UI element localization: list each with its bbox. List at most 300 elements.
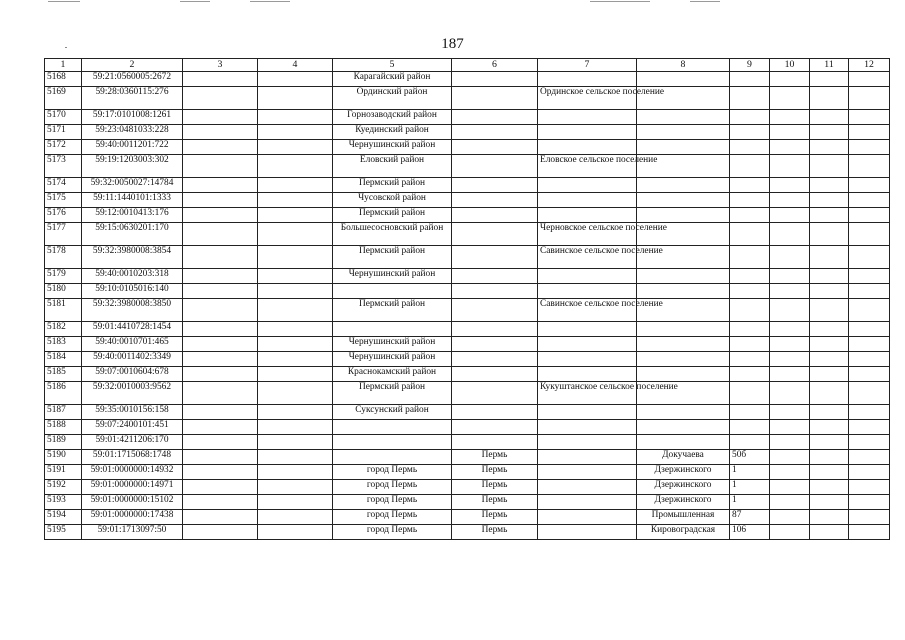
table-row	[45, 269, 890, 284]
column-11-cell	[810, 480, 849, 495]
city-cell	[452, 193, 538, 208]
column-10-cell	[770, 367, 810, 382]
house-number-cell	[730, 299, 770, 322]
row-number-cell: 5195	[45, 525, 82, 540]
house-number-cell	[730, 223, 770, 246]
column-11-cell	[810, 337, 849, 352]
column-11-cell	[810, 178, 849, 193]
table-row	[45, 420, 890, 435]
column-10-cell	[770, 495, 810, 510]
cadastral-number-cell: 59:07:2400101:451	[82, 420, 183, 435]
column-4-cell	[258, 299, 333, 322]
house-number-cell	[730, 110, 770, 125]
column-3-cell	[183, 352, 258, 367]
column-12-cell	[849, 450, 890, 465]
column-12-cell	[849, 72, 890, 87]
column-11-cell	[810, 322, 849, 337]
cadastral-number-cell: 59:23:0481033:228	[82, 125, 183, 140]
street-cell	[637, 140, 730, 155]
street-cell	[637, 178, 730, 193]
column-12-cell	[849, 223, 890, 246]
column-header: 9	[730, 59, 770, 72]
column-header: 8	[637, 59, 730, 72]
column-10-cell	[770, 382, 810, 405]
column-11-cell	[810, 525, 849, 540]
column-11-cell	[810, 193, 849, 208]
house-number-cell	[730, 125, 770, 140]
city-cell	[452, 382, 538, 405]
row-number-cell: 5190	[45, 450, 82, 465]
city-cell: Пермь	[452, 480, 538, 495]
row-number-cell: 5185	[45, 367, 82, 382]
column-12-cell	[849, 322, 890, 337]
column-3-cell	[183, 208, 258, 223]
column-12-cell	[849, 284, 890, 299]
row-number-cell: 5171	[45, 125, 82, 140]
scan-edge-rule	[690, 1, 720, 2]
cadastral-number-cell: 59:32:3980008:3854	[82, 246, 183, 269]
street-cell: Дзержинского	[637, 495, 730, 510]
column-12-cell	[849, 246, 890, 269]
district-cell	[333, 322, 452, 337]
settlement-cell: Савинское сельское поселение	[538, 246, 637, 269]
settlement-cell	[538, 420, 637, 435]
city-cell	[452, 269, 538, 284]
column-4-cell	[258, 337, 333, 352]
column-10-cell	[770, 223, 810, 246]
settlement-cell	[538, 110, 637, 125]
table-row	[45, 208, 890, 223]
district-cell: Пермский район	[333, 246, 452, 269]
cadastral-number-cell: 59:01:4211206:170	[82, 435, 183, 450]
cadastral-number-cell: 59:28:0360115:276	[82, 87, 183, 110]
column-header: 1	[45, 59, 82, 72]
row-number-cell: 5177	[45, 223, 82, 246]
city-cell: Пермь	[452, 450, 538, 465]
table-header	[45, 59, 890, 72]
settlement-cell	[538, 72, 637, 87]
city-cell	[452, 337, 538, 352]
row-number-cell: 5192	[45, 480, 82, 495]
settlement-cell	[538, 480, 637, 495]
column-header: 7	[538, 59, 637, 72]
city-cell	[452, 352, 538, 367]
city-cell	[452, 322, 538, 337]
row-number-cell: 5193	[45, 495, 82, 510]
row-number-cell: 5175	[45, 193, 82, 208]
settlement-cell	[538, 525, 637, 540]
district-cell: Чернушинский район	[333, 352, 452, 367]
column-10-cell	[770, 208, 810, 223]
district-cell: Большесосновский район	[333, 223, 452, 246]
district-cell: город Пермь	[333, 465, 452, 480]
row-number-cell: 5194	[45, 510, 82, 525]
column-header: 3	[183, 59, 258, 72]
street-cell	[637, 284, 730, 299]
street-cell: Дзержинского	[637, 465, 730, 480]
table-row	[45, 382, 890, 405]
column-10-cell	[770, 337, 810, 352]
street-cell	[637, 125, 730, 140]
column-header: 4	[258, 59, 333, 72]
settlement-cell	[538, 178, 637, 193]
column-3-cell	[183, 420, 258, 435]
district-cell: Еловский район	[333, 155, 452, 178]
column-10-cell	[770, 72, 810, 87]
settlement-cell	[538, 337, 637, 352]
house-number-cell	[730, 367, 770, 382]
column-12-cell	[849, 352, 890, 367]
column-12-cell	[849, 405, 890, 420]
city-cell	[452, 208, 538, 223]
column-10-cell	[770, 435, 810, 450]
street-cell	[637, 352, 730, 367]
street-cell	[637, 420, 730, 435]
district-cell: Горнозаводский район	[333, 110, 452, 125]
column-4-cell	[258, 382, 333, 405]
cadastral-number-cell: 59:01:1713097:50	[82, 525, 183, 540]
column-12-cell	[849, 178, 890, 193]
house-number-cell: 1	[730, 480, 770, 495]
column-4-cell	[258, 510, 333, 525]
district-cell: город Пермь	[333, 510, 452, 525]
cadastral-number-cell: 59:32:0010003:9562	[82, 382, 183, 405]
column-12-cell	[849, 382, 890, 405]
column-11-cell	[810, 72, 849, 87]
column-10-cell	[770, 322, 810, 337]
house-number-cell	[730, 337, 770, 352]
column-4-cell	[258, 322, 333, 337]
column-12-cell	[849, 299, 890, 322]
row-number-cell: 5184	[45, 352, 82, 367]
column-10-cell	[770, 193, 810, 208]
column-3-cell	[183, 110, 258, 125]
column-3-cell	[183, 382, 258, 405]
city-cell	[452, 155, 538, 178]
district-cell: Куединский район	[333, 125, 452, 140]
column-12-cell	[849, 125, 890, 140]
settlement-cell	[538, 450, 637, 465]
settlement-cell	[538, 322, 637, 337]
column-3-cell	[183, 140, 258, 155]
table-row	[45, 87, 890, 110]
cadastral-number-cell: 59:01:0000000:14971	[82, 480, 183, 495]
column-3-cell	[183, 435, 258, 450]
table-row	[45, 178, 890, 193]
city-cell	[452, 223, 538, 246]
house-number-cell	[730, 208, 770, 223]
cadastral-number-cell: 59:40:0010701:465	[82, 337, 183, 352]
column-12-cell	[849, 367, 890, 382]
column-12-cell	[849, 110, 890, 125]
street-cell	[637, 72, 730, 87]
house-number-cell	[730, 352, 770, 367]
house-number-cell	[730, 87, 770, 110]
district-cell: Ординский район	[333, 87, 452, 110]
cadastral-number-cell: 59:01:4410728:1454	[82, 322, 183, 337]
column-10-cell	[770, 110, 810, 125]
column-10-cell	[770, 155, 810, 178]
column-11-cell	[810, 405, 849, 420]
settlement-cell	[538, 435, 637, 450]
column-11-cell	[810, 420, 849, 435]
column-3-cell	[183, 525, 258, 540]
house-number-cell: 50б	[730, 450, 770, 465]
row-number-cell: 5179	[45, 269, 82, 284]
house-number-cell	[730, 405, 770, 420]
column-4-cell	[258, 269, 333, 284]
column-4-cell	[258, 465, 333, 480]
table-row	[45, 510, 890, 525]
row-number-cell: 5180	[45, 284, 82, 299]
column-12-cell	[849, 420, 890, 435]
table-row	[45, 367, 890, 382]
district-cell: Карагайский район	[333, 72, 452, 87]
column-4-cell	[258, 480, 333, 495]
settlement-cell: Савинское сельское поселение	[538, 299, 637, 322]
column-3-cell	[183, 125, 258, 140]
column-3-cell	[183, 246, 258, 269]
column-4-cell	[258, 110, 333, 125]
column-4-cell	[258, 193, 333, 208]
row-number-cell: 5168	[45, 72, 82, 87]
city-cell	[452, 435, 538, 450]
column-11-cell	[810, 367, 849, 382]
column-header: 11	[810, 59, 849, 72]
column-12-cell	[849, 269, 890, 284]
district-cell: город Пермь	[333, 525, 452, 540]
table-row	[45, 322, 890, 337]
column-11-cell	[810, 284, 849, 299]
column-11-cell	[810, 465, 849, 480]
row-number-cell: 5176	[45, 208, 82, 223]
cadastral-number-cell: 59:40:0011201:722	[82, 140, 183, 155]
column-3-cell	[183, 223, 258, 246]
table-row	[45, 284, 890, 299]
house-number-cell: 106	[730, 525, 770, 540]
column-3-cell	[183, 178, 258, 193]
column-10-cell	[770, 525, 810, 540]
column-4-cell	[258, 155, 333, 178]
house-number-cell	[730, 382, 770, 405]
column-11-cell	[810, 246, 849, 269]
city-cell: Пермь	[452, 525, 538, 540]
table-row	[45, 480, 890, 495]
column-3-cell	[183, 87, 258, 110]
column-11-cell	[810, 495, 849, 510]
cadastral-number-cell: 59:21:0560005:2672	[82, 72, 183, 87]
house-number-cell	[730, 155, 770, 178]
settlement-cell	[538, 208, 637, 223]
city-cell	[452, 367, 538, 382]
city-cell: Пермь	[452, 510, 538, 525]
house-number-cell	[730, 178, 770, 193]
city-cell	[452, 284, 538, 299]
cadastral-number-cell: 59:10:0105016:140	[82, 284, 183, 299]
district-cell: Пермский район	[333, 178, 452, 193]
city-cell	[452, 110, 538, 125]
column-3-cell	[183, 510, 258, 525]
column-11-cell	[810, 125, 849, 140]
cadastral-number-cell: 59:01:1715068:1748	[82, 450, 183, 465]
column-12-cell	[849, 337, 890, 352]
table-body	[45, 72, 890, 540]
cadastral-number-cell: 59:19:1203003:302	[82, 155, 183, 178]
column-12-cell	[849, 193, 890, 208]
city-cell: Пермь	[452, 495, 538, 510]
column-3-cell	[183, 284, 258, 299]
column-3-cell	[183, 299, 258, 322]
column-header: 10	[770, 59, 810, 72]
column-header: 5	[333, 59, 452, 72]
house-number-cell	[730, 193, 770, 208]
street-cell	[637, 405, 730, 420]
street-cell	[637, 208, 730, 223]
scan-edge-rule	[180, 1, 210, 2]
column-4-cell	[258, 284, 333, 299]
column-10-cell	[770, 299, 810, 322]
column-12-cell	[849, 155, 890, 178]
column-11-cell	[810, 87, 849, 110]
column-10-cell	[770, 87, 810, 110]
column-12-cell	[849, 495, 890, 510]
column-12-cell	[849, 480, 890, 495]
cadastral-number-cell: 59:17:0101008:1261	[82, 110, 183, 125]
city-cell	[452, 246, 538, 269]
city-cell	[452, 420, 538, 435]
column-12-cell	[849, 465, 890, 480]
cadastral-number-cell: 59:07:0010604:678	[82, 367, 183, 382]
column-12-cell	[849, 525, 890, 540]
settlement-cell	[538, 405, 637, 420]
cadastral-number-cell: 59:01:0000000:17438	[82, 510, 183, 525]
column-3-cell	[183, 367, 258, 382]
row-number-cell: 5187	[45, 405, 82, 420]
scan-speck	[65, 47, 67, 48]
cadastral-number-cell: 59:35:0010156:158	[82, 405, 183, 420]
column-11-cell	[810, 382, 849, 405]
cadastral-number-cell: 59:01:0000000:15102	[82, 495, 183, 510]
district-cell: Краснокамский район	[333, 367, 452, 382]
settlement-cell: Ординское сельское поселение	[538, 87, 637, 110]
table-row	[45, 72, 890, 87]
table-row	[45, 155, 890, 178]
settlement-cell	[538, 140, 637, 155]
column-4-cell	[258, 246, 333, 269]
table-row	[45, 435, 890, 450]
district-cell: Пермский район	[333, 382, 452, 405]
city-cell	[452, 178, 538, 193]
column-3-cell	[183, 405, 258, 420]
district-cell: Чернушинский район	[333, 140, 452, 155]
column-12-cell	[849, 510, 890, 525]
district-cell	[333, 450, 452, 465]
column-4-cell	[258, 435, 333, 450]
district-cell: Суксунский район	[333, 405, 452, 420]
district-cell: Пермский район	[333, 299, 452, 322]
row-number-cell: 5169	[45, 87, 82, 110]
street-cell	[637, 269, 730, 284]
cadastral-number-cell: 59:11:1440101:1333	[82, 193, 183, 208]
column-4-cell	[258, 420, 333, 435]
column-10-cell	[770, 284, 810, 299]
cadastral-number-cell: 59:40:0011402:3349	[82, 352, 183, 367]
district-cell: Чусовской район	[333, 193, 452, 208]
column-11-cell	[810, 110, 849, 125]
table-row	[45, 405, 890, 420]
cadastral-number-cell: 59:15:0630201:170	[82, 223, 183, 246]
settlement-cell	[538, 284, 637, 299]
city-cell	[452, 140, 538, 155]
column-10-cell	[770, 480, 810, 495]
district-cell	[333, 435, 452, 450]
column-10-cell	[770, 450, 810, 465]
house-number-cell: 87	[730, 510, 770, 525]
row-number-cell: 5186	[45, 382, 82, 405]
street-cell	[637, 367, 730, 382]
column-11-cell	[810, 352, 849, 367]
column-4-cell	[258, 367, 333, 382]
cadastral-number-cell: 59:40:0010203:318	[82, 269, 183, 284]
column-10-cell	[770, 178, 810, 193]
column-3-cell	[183, 450, 258, 465]
table-row	[45, 337, 890, 352]
table-row	[45, 193, 890, 208]
city-cell	[452, 87, 538, 110]
street-cell: Докучаева	[637, 450, 730, 465]
column-12-cell	[849, 208, 890, 223]
table-row	[45, 525, 890, 540]
settlement-cell	[538, 495, 637, 510]
row-number-cell: 5181	[45, 299, 82, 322]
table-row	[45, 110, 890, 125]
row-number-cell: 5173	[45, 155, 82, 178]
column-3-cell	[183, 495, 258, 510]
table-row	[45, 223, 890, 246]
column-3-cell	[183, 480, 258, 495]
header-row	[45, 59, 890, 72]
registry-table	[44, 58, 890, 540]
column-4-cell	[258, 125, 333, 140]
street-cell	[637, 337, 730, 352]
column-12-cell	[849, 87, 890, 110]
district-cell: Чернушинский район	[333, 269, 452, 284]
house-number-cell	[730, 140, 770, 155]
row-number-cell: 5174	[45, 178, 82, 193]
district-cell: город Пермь	[333, 480, 452, 495]
settlement-cell: Черновское сельское поселение	[538, 223, 637, 246]
street-cell	[637, 193, 730, 208]
street-cell: Промышленная	[637, 510, 730, 525]
column-10-cell	[770, 465, 810, 480]
street-cell	[637, 110, 730, 125]
cadastral-number-cell: 59:01:0000000:14932	[82, 465, 183, 480]
row-number-cell: 5170	[45, 110, 82, 125]
table-row	[45, 352, 890, 367]
column-11-cell	[810, 208, 849, 223]
column-10-cell	[770, 510, 810, 525]
settlement-cell	[538, 352, 637, 367]
scan-edge-rule	[250, 1, 290, 2]
cadastral-number-cell: 59:32:0050027:14784	[82, 178, 183, 193]
column-12-cell	[849, 140, 890, 155]
column-4-cell	[258, 495, 333, 510]
district-cell	[333, 420, 452, 435]
house-number-cell	[730, 435, 770, 450]
row-number-cell: 5189	[45, 435, 82, 450]
column-11-cell	[810, 299, 849, 322]
house-number-cell	[730, 420, 770, 435]
